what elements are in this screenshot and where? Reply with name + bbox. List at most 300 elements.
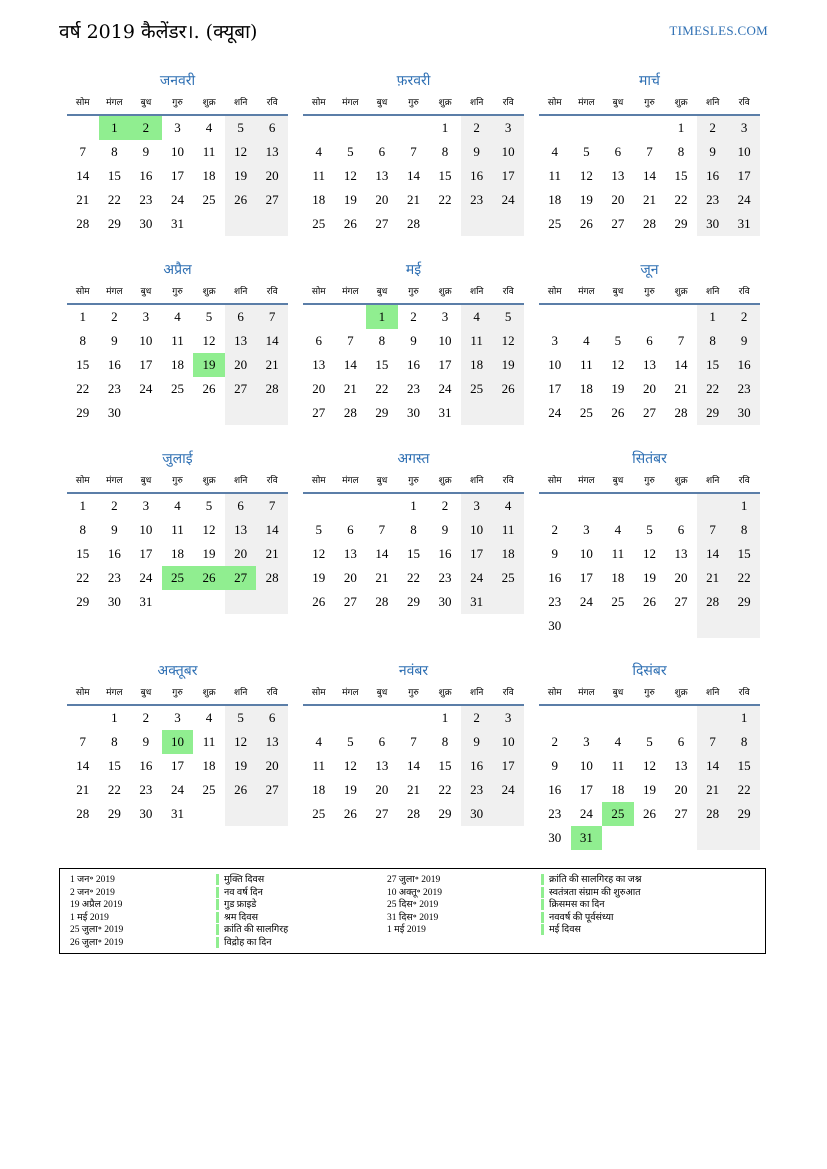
day-cell[interactable]: 28 bbox=[256, 566, 288, 590]
day-cell[interactable]: 15 bbox=[438, 168, 452, 183]
day-cell[interactable]: 9 bbox=[410, 333, 417, 348]
day-cell[interactable]: 28 bbox=[76, 806, 90, 821]
day-cell[interactable]: 26 bbox=[343, 806, 357, 821]
day-cell[interactable]: 12 bbox=[642, 758, 656, 773]
day-cell[interactable]: 28 bbox=[674, 405, 688, 420]
day-cell[interactable]: 25 bbox=[461, 377, 493, 401]
day-cell[interactable]: 26 bbox=[611, 405, 625, 420]
day-cell[interactable]: 21 bbox=[256, 353, 288, 377]
day-cell[interactable]: 14 bbox=[76, 168, 90, 183]
day-cell[interactable]: 16 bbox=[461, 164, 493, 188]
day-cell[interactable]: 27 bbox=[312, 405, 326, 420]
day-cell[interactable]: 14 bbox=[375, 546, 389, 561]
day-cell[interactable]: 29 bbox=[697, 401, 729, 425]
day-cell[interactable]: 8 bbox=[378, 333, 386, 348]
day-cell[interactable]: 25 bbox=[312, 216, 326, 231]
day-cell[interactable]: 3 bbox=[142, 309, 150, 324]
day-cell[interactable]: 10 bbox=[728, 140, 760, 164]
day-cell[interactable]: 24 bbox=[728, 188, 760, 212]
day-cell[interactable]: 27 bbox=[256, 778, 288, 802]
day-cell[interactable]: 13 bbox=[642, 357, 656, 372]
day-cell[interactable]: 6 bbox=[256, 116, 288, 140]
day-cell[interactable]: 18 bbox=[312, 782, 326, 797]
day-cell[interactable]: 25 bbox=[579, 405, 593, 420]
day-cell[interactable]: 28 bbox=[343, 405, 357, 420]
day-cell[interactable]: 4 bbox=[614, 522, 622, 537]
day-cell[interactable]: 10 bbox=[139, 333, 153, 348]
day-cell[interactable]: 3 bbox=[583, 522, 590, 537]
day-cell[interactable]: 5 bbox=[583, 144, 590, 159]
day-cell[interactable]: 12 bbox=[202, 333, 216, 348]
day-cell[interactable]: 30 bbox=[107, 405, 121, 420]
day-cell[interactable]: 9 bbox=[697, 140, 729, 164]
day-cell[interactable]: 3 bbox=[492, 116, 524, 140]
day-cell[interactable]: 16 bbox=[728, 353, 760, 377]
day-cell[interactable]: 2 bbox=[111, 498, 118, 513]
day-cell[interactable]: 9 bbox=[142, 734, 150, 749]
day-cell[interactable]: 13 bbox=[256, 730, 288, 754]
day-cell[interactable]: 13 bbox=[375, 168, 389, 183]
day-cell[interactable]: 28 bbox=[642, 216, 656, 231]
day-cell[interactable]: 22 bbox=[674, 192, 688, 207]
day-cell[interactable]: 23 bbox=[107, 570, 121, 585]
day-cell[interactable]: 13 bbox=[225, 329, 257, 353]
day-cell[interactable]: 6 bbox=[378, 144, 386, 159]
day-cell[interactable]: 28 bbox=[76, 216, 90, 231]
day-cell[interactable]: 29 bbox=[76, 405, 90, 420]
day-cell[interactable]: 3 bbox=[583, 734, 590, 749]
day-cell[interactable]: 3 bbox=[492, 706, 524, 730]
day-cell[interactable]: 15 bbox=[107, 758, 121, 773]
day-cell[interactable]: 4 bbox=[205, 710, 213, 725]
day-cell[interactable]: 1 bbox=[111, 710, 118, 725]
day-cell[interactable]: 24 bbox=[438, 381, 452, 396]
day-cell[interactable]: 2 bbox=[142, 710, 150, 725]
day-cell[interactable]: 22 bbox=[107, 782, 121, 797]
day-cell[interactable]: 19 bbox=[343, 192, 357, 207]
day-cell[interactable]: 4 bbox=[492, 494, 524, 518]
day-cell[interactable]: 8 bbox=[111, 734, 118, 749]
day-cell[interactable]: 22 bbox=[107, 192, 121, 207]
day-cell[interactable]: 27 bbox=[642, 405, 656, 420]
day-cell[interactable]: 7 bbox=[410, 734, 417, 749]
day-cell[interactable]: 3 bbox=[174, 120, 181, 135]
day-cell[interactable]: 5 bbox=[347, 144, 354, 159]
day-cell[interactable]: 11 bbox=[171, 522, 184, 537]
day-cell[interactable]: 11 bbox=[611, 758, 625, 773]
day-cell[interactable]: 18 bbox=[492, 542, 524, 566]
day-cell[interactable]: 13 bbox=[256, 140, 288, 164]
day-cell[interactable]: 15 bbox=[697, 353, 729, 377]
holiday-day-cell[interactable]: 19 bbox=[193, 353, 225, 377]
day-cell[interactable]: 16 bbox=[406, 357, 420, 372]
day-cell[interactable]: 19 bbox=[312, 570, 326, 585]
holiday-day-cell[interactable]: 10 bbox=[162, 730, 194, 754]
day-cell[interactable]: 4 bbox=[315, 144, 323, 159]
day-cell[interactable]: 27 bbox=[674, 594, 688, 609]
day-cell[interactable]: 2 bbox=[461, 116, 493, 140]
day-cell[interactable]: 22 bbox=[76, 570, 90, 585]
day-cell[interactable]: 6 bbox=[677, 522, 685, 537]
day-cell[interactable]: 23 bbox=[461, 778, 493, 802]
day-cell[interactable]: 30 bbox=[438, 594, 452, 609]
day-cell[interactable]: 1 bbox=[677, 120, 685, 135]
day-cell[interactable]: 21 bbox=[375, 570, 389, 585]
day-cell[interactable]: 16 bbox=[107, 546, 121, 561]
day-cell[interactable]: 11 bbox=[171, 333, 184, 348]
day-cell[interactable]: 21 bbox=[406, 782, 420, 797]
day-cell[interactable]: 16 bbox=[139, 758, 153, 773]
day-cell[interactable]: 26 bbox=[225, 778, 257, 802]
day-cell[interactable]: 31 bbox=[438, 405, 452, 420]
day-cell[interactable]: 7 bbox=[410, 144, 417, 159]
day-cell[interactable]: 20 bbox=[225, 353, 257, 377]
day-cell[interactable]: 7 bbox=[677, 333, 685, 348]
day-cell[interactable]: 6 bbox=[225, 305, 257, 329]
day-cell[interactable]: 14 bbox=[343, 357, 357, 372]
day-cell[interactable]: 3 bbox=[728, 116, 760, 140]
day-cell[interactable]: 20 bbox=[375, 782, 389, 797]
day-cell[interactable]: 23 bbox=[139, 782, 153, 797]
day-cell[interactable]: 15 bbox=[728, 754, 760, 778]
day-cell[interactable]: 7 bbox=[79, 144, 87, 159]
day-cell[interactable]: 27 bbox=[225, 377, 257, 401]
day-cell[interactable]: 15 bbox=[674, 168, 688, 183]
day-cell[interactable]: 29 bbox=[107, 216, 121, 231]
day-cell[interactable]: 1 bbox=[697, 305, 729, 329]
day-cell[interactable]: 11 bbox=[580, 357, 593, 372]
day-cell[interactable]: 25 bbox=[202, 192, 216, 207]
day-cell[interactable]: 24 bbox=[579, 806, 593, 821]
day-cell[interactable]: 30 bbox=[139, 216, 153, 231]
day-cell[interactable]: 4 bbox=[205, 120, 213, 135]
day-cell[interactable]: 27 bbox=[611, 216, 625, 231]
day-cell[interactable]: 12 bbox=[312, 546, 326, 561]
day-cell[interactable]: 30 bbox=[461, 802, 493, 826]
day-cell[interactable]: 13 bbox=[312, 357, 326, 372]
day-cell[interactable]: 30 bbox=[697, 212, 729, 236]
day-cell[interactable]: 2 bbox=[410, 309, 417, 324]
day-cell[interactable]: 26 bbox=[202, 381, 216, 396]
day-cell[interactable]: 24 bbox=[170, 192, 184, 207]
day-cell[interactable]: 10 bbox=[139, 522, 153, 537]
day-cell[interactable]: 23 bbox=[461, 188, 493, 212]
day-cell[interactable]: 4 bbox=[315, 734, 323, 749]
day-cell[interactable]: 27 bbox=[674, 806, 688, 821]
day-cell[interactable]: 20 bbox=[611, 192, 625, 207]
day-cell[interactable]: 24 bbox=[170, 782, 184, 797]
day-cell[interactable]: 21 bbox=[343, 381, 357, 396]
day-cell[interactable]: 4 bbox=[461, 305, 493, 329]
day-cell[interactable]: 15 bbox=[76, 357, 90, 372]
day-cell[interactable]: 15 bbox=[107, 168, 121, 183]
day-cell[interactable]: 30 bbox=[548, 830, 562, 845]
day-cell[interactable]: 5 bbox=[225, 116, 257, 140]
day-cell[interactable]: 17 bbox=[579, 782, 593, 797]
day-cell[interactable]: 10 bbox=[579, 546, 593, 561]
day-cell[interactable]: 20 bbox=[256, 754, 288, 778]
day-cell[interactable]: 3 bbox=[142, 498, 150, 513]
day-cell[interactable]: 29 bbox=[728, 802, 760, 826]
holiday-day-cell[interactable]: 27 bbox=[225, 566, 257, 590]
day-cell[interactable]: 2 bbox=[441, 498, 449, 513]
day-cell[interactable]: 17 bbox=[170, 168, 184, 183]
day-cell[interactable]: 29 bbox=[406, 594, 420, 609]
day-cell[interactable]: 28 bbox=[375, 594, 389, 609]
day-cell[interactable]: 20 bbox=[674, 782, 688, 797]
day-cell[interactable]: 1 bbox=[79, 309, 87, 324]
day-cell[interactable]: 14 bbox=[674, 357, 688, 372]
day-cell[interactable]: 15 bbox=[438, 758, 452, 773]
day-cell[interactable]: 5 bbox=[315, 522, 323, 537]
day-cell[interactable]: 6 bbox=[677, 734, 685, 749]
day-cell[interactable]: 20 bbox=[375, 192, 389, 207]
day-cell[interactable]: 14 bbox=[642, 168, 656, 183]
day-cell[interactable]: 28 bbox=[697, 590, 729, 614]
day-cell[interactable]: 28 bbox=[697, 802, 729, 826]
day-cell[interactable]: 13 bbox=[375, 758, 389, 773]
day-cell[interactable]: 1 bbox=[79, 498, 87, 513]
day-cell[interactable]: 22 bbox=[375, 381, 389, 396]
day-cell[interactable]: 17 bbox=[728, 164, 760, 188]
day-cell[interactable]: 17 bbox=[438, 357, 452, 372]
day-cell[interactable]: 26 bbox=[642, 594, 656, 609]
day-cell[interactable]: 3 bbox=[441, 309, 449, 324]
day-cell[interactable]: 10 bbox=[492, 140, 524, 164]
day-cell[interactable]: 22 bbox=[438, 192, 452, 207]
day-cell[interactable]: 9 bbox=[111, 522, 118, 537]
day-cell[interactable]: 20 bbox=[256, 164, 288, 188]
day-cell[interactable]: 13 bbox=[674, 546, 688, 561]
day-cell[interactable]: 12 bbox=[343, 758, 357, 773]
day-cell[interactable]: 2 bbox=[551, 734, 559, 749]
day-cell[interactable]: 17 bbox=[170, 758, 184, 773]
day-cell[interactable]: 12 bbox=[492, 329, 524, 353]
day-cell[interactable]: 11 bbox=[548, 168, 562, 183]
day-cell[interactable]: 10 bbox=[579, 758, 593, 773]
day-cell[interactable]: 7 bbox=[697, 730, 729, 754]
day-cell[interactable]: 13 bbox=[611, 168, 625, 183]
day-cell[interactable]: 6 bbox=[646, 333, 653, 348]
day-cell[interactable]: 8 bbox=[441, 144, 449, 159]
holiday-day-cell[interactable]: 31 bbox=[571, 826, 603, 850]
day-cell[interactable]: 5 bbox=[205, 309, 213, 324]
day-cell[interactable]: 13 bbox=[225, 518, 257, 542]
day-cell[interactable]: 5 bbox=[646, 734, 653, 749]
day-cell[interactable]: 7 bbox=[697, 518, 729, 542]
day-cell[interactable]: 16 bbox=[139, 168, 153, 183]
day-cell[interactable]: 15 bbox=[375, 357, 389, 372]
site-link[interactable]: TIMESLES.COM bbox=[669, 23, 768, 38]
day-cell[interactable]: 19 bbox=[492, 353, 524, 377]
day-cell[interactable]: 4 bbox=[614, 734, 622, 749]
day-cell[interactable]: 2 bbox=[111, 309, 118, 324]
day-cell[interactable]: 18 bbox=[579, 381, 593, 396]
day-cell[interactable]: 31 bbox=[170, 806, 184, 821]
day-cell[interactable]: 1 bbox=[441, 120, 449, 135]
day-cell[interactable]: 17 bbox=[461, 542, 493, 566]
holiday-day-cell[interactable]: 2 bbox=[130, 116, 162, 140]
day-cell[interactable]: 2 bbox=[551, 522, 559, 537]
day-cell[interactable]: 22 bbox=[728, 778, 760, 802]
day-cell[interactable]: 31 bbox=[139, 594, 153, 609]
day-cell[interactable]: 7 bbox=[378, 522, 386, 537]
day-cell[interactable]: 17 bbox=[548, 381, 562, 396]
day-cell[interactable]: 19 bbox=[343, 782, 357, 797]
day-cell[interactable]: 18 bbox=[461, 353, 493, 377]
day-cell[interactable]: 23 bbox=[107, 381, 121, 396]
day-cell[interactable]: 10 bbox=[548, 357, 562, 372]
day-cell[interactable]: 29 bbox=[375, 405, 389, 420]
day-cell[interactable]: 29 bbox=[76, 594, 90, 609]
day-cell[interactable]: 2 bbox=[461, 706, 493, 730]
day-cell[interactable]: 22 bbox=[728, 566, 760, 590]
day-cell[interactable]: 27 bbox=[375, 806, 389, 821]
day-cell[interactable]: 1 bbox=[410, 498, 417, 513]
day-cell[interactable]: 9 bbox=[461, 730, 493, 754]
day-cell[interactable]: 10 bbox=[492, 730, 524, 754]
day-cell[interactable]: 6 bbox=[225, 494, 257, 518]
day-cell[interactable]: 12 bbox=[579, 168, 593, 183]
day-cell[interactable]: 21 bbox=[697, 778, 729, 802]
day-cell[interactable]: 24 bbox=[579, 594, 593, 609]
day-cell[interactable]: 23 bbox=[139, 192, 153, 207]
day-cell[interactable]: 26 bbox=[642, 806, 656, 821]
day-cell[interactable]: 20 bbox=[225, 542, 257, 566]
day-cell[interactable]: 18 bbox=[611, 570, 625, 585]
day-cell[interactable]: 12 bbox=[202, 522, 216, 537]
day-cell[interactable]: 18 bbox=[312, 192, 326, 207]
day-cell[interactable]: 26 bbox=[312, 594, 326, 609]
day-cell[interactable]: 23 bbox=[548, 806, 562, 821]
day-cell[interactable]: 23 bbox=[438, 570, 452, 585]
day-cell[interactable]: 21 bbox=[406, 192, 420, 207]
day-cell[interactable]: 11 bbox=[312, 758, 326, 773]
day-cell[interactable]: 21 bbox=[674, 381, 688, 396]
day-cell[interactable]: 24 bbox=[139, 381, 153, 396]
day-cell[interactable]: 8 bbox=[441, 734, 449, 749]
day-cell[interactable]: 21 bbox=[76, 782, 90, 797]
day-cell[interactable]: 22 bbox=[438, 782, 452, 797]
day-cell[interactable]: 17 bbox=[492, 754, 524, 778]
day-cell[interactable]: 24 bbox=[461, 566, 493, 590]
day-cell[interactable]: 19 bbox=[225, 754, 257, 778]
day-cell[interactable]: 28 bbox=[406, 216, 420, 231]
day-cell[interactable]: 9 bbox=[551, 758, 559, 773]
day-cell[interactable]: 1 bbox=[728, 494, 760, 518]
day-cell[interactable]: 16 bbox=[697, 164, 729, 188]
day-cell[interactable]: 8 bbox=[79, 522, 87, 537]
day-cell[interactable]: 6 bbox=[315, 333, 323, 348]
day-cell[interactable]: 9 bbox=[728, 329, 760, 353]
day-cell[interactable]: 21 bbox=[642, 192, 656, 207]
day-cell[interactable]: 5 bbox=[492, 305, 524, 329]
day-cell[interactable]: 11 bbox=[492, 518, 524, 542]
day-cell[interactable]: 20 bbox=[674, 570, 688, 585]
day-cell[interactable]: 27 bbox=[375, 216, 389, 231]
day-cell[interactable]: 11 bbox=[461, 329, 493, 353]
day-cell[interactable]: 14 bbox=[256, 329, 288, 353]
day-cell[interactable]: 5 bbox=[205, 498, 213, 513]
holiday-day-cell[interactable]: 26 bbox=[193, 566, 225, 590]
holiday-day-cell[interactable]: 1 bbox=[99, 116, 131, 140]
day-cell[interactable]: 24 bbox=[492, 778, 524, 802]
day-cell[interactable]: 22 bbox=[76, 381, 90, 396]
day-cell[interactable]: 23 bbox=[548, 594, 562, 609]
day-cell[interactable]: 23 bbox=[728, 377, 760, 401]
holiday-day-cell[interactable]: 25 bbox=[602, 802, 634, 826]
day-cell[interactable]: 18 bbox=[611, 782, 625, 797]
day-cell[interactable]: 5 bbox=[614, 333, 622, 348]
day-cell[interactable]: 2 bbox=[697, 116, 729, 140]
day-cell[interactable]: 16 bbox=[548, 570, 562, 585]
day-cell[interactable]: 7 bbox=[347, 333, 354, 348]
day-cell[interactable]: 10 bbox=[438, 333, 452, 348]
day-cell[interactable]: 9 bbox=[111, 333, 118, 348]
day-cell[interactable]: 4 bbox=[583, 333, 590, 348]
day-cell[interactable]: 31 bbox=[170, 216, 184, 231]
day-cell[interactable]: 8 bbox=[677, 144, 685, 159]
day-cell[interactable]: 11 bbox=[202, 144, 216, 159]
day-cell[interactable]: 18 bbox=[202, 758, 216, 773]
day-cell[interactable]: 5 bbox=[225, 706, 257, 730]
day-cell[interactable]: 6 bbox=[347, 522, 354, 537]
day-cell[interactable]: 18 bbox=[170, 357, 184, 372]
day-cell[interactable]: 26 bbox=[492, 377, 524, 401]
day-cell[interactable]: 30 bbox=[107, 594, 121, 609]
holiday-day-cell[interactable]: 25 bbox=[162, 566, 194, 590]
day-cell[interactable]: 27 bbox=[256, 188, 288, 212]
day-cell[interactable]: 16 bbox=[548, 782, 562, 797]
day-cell[interactable]: 7 bbox=[79, 734, 87, 749]
day-cell[interactable]: 13 bbox=[674, 758, 688, 773]
day-cell[interactable]: 19 bbox=[225, 164, 257, 188]
day-cell[interactable]: 8 bbox=[79, 333, 87, 348]
holiday-day-cell[interactable]: 1 bbox=[366, 305, 398, 329]
day-cell[interactable]: 25 bbox=[492, 566, 524, 590]
day-cell[interactable]: 11 bbox=[312, 168, 326, 183]
day-cell[interactable]: 17 bbox=[492, 164, 524, 188]
day-cell[interactable]: 10 bbox=[461, 518, 493, 542]
day-cell[interactable]: 16 bbox=[107, 357, 121, 372]
day-cell[interactable]: 27 bbox=[343, 594, 357, 609]
day-cell[interactable]: 1 bbox=[728, 706, 760, 730]
day-cell[interactable]: 21 bbox=[76, 192, 90, 207]
day-cell[interactable]: 15 bbox=[76, 546, 90, 561]
day-cell[interactable]: 6 bbox=[614, 144, 622, 159]
day-cell[interactable]: 20 bbox=[312, 381, 326, 396]
day-cell[interactable]: 26 bbox=[579, 216, 593, 231]
day-cell[interactable]: 14 bbox=[697, 542, 729, 566]
day-cell[interactable]: 26 bbox=[343, 216, 357, 231]
day-cell[interactable]: 3 bbox=[551, 333, 559, 348]
day-cell[interactable]: 25 bbox=[170, 381, 184, 396]
day-cell[interactable]: 29 bbox=[674, 216, 688, 231]
day-cell[interactable]: 21 bbox=[256, 542, 288, 566]
day-cell[interactable]: 7 bbox=[646, 144, 653, 159]
day-cell[interactable]: 14 bbox=[76, 758, 90, 773]
day-cell[interactable]: 30 bbox=[406, 405, 420, 420]
day-cell[interactable]: 13 bbox=[343, 546, 357, 561]
day-cell[interactable]: 9 bbox=[142, 144, 150, 159]
day-cell[interactable]: 4 bbox=[551, 144, 559, 159]
day-cell[interactable]: 30 bbox=[548, 618, 562, 633]
day-cell[interactable]: 26 bbox=[225, 188, 257, 212]
day-cell[interactable]: 30 bbox=[139, 806, 153, 821]
day-cell[interactable]: 24 bbox=[492, 188, 524, 212]
day-cell[interactable]: 4 bbox=[174, 309, 181, 324]
day-cell[interactable]: 7 bbox=[256, 305, 288, 329]
